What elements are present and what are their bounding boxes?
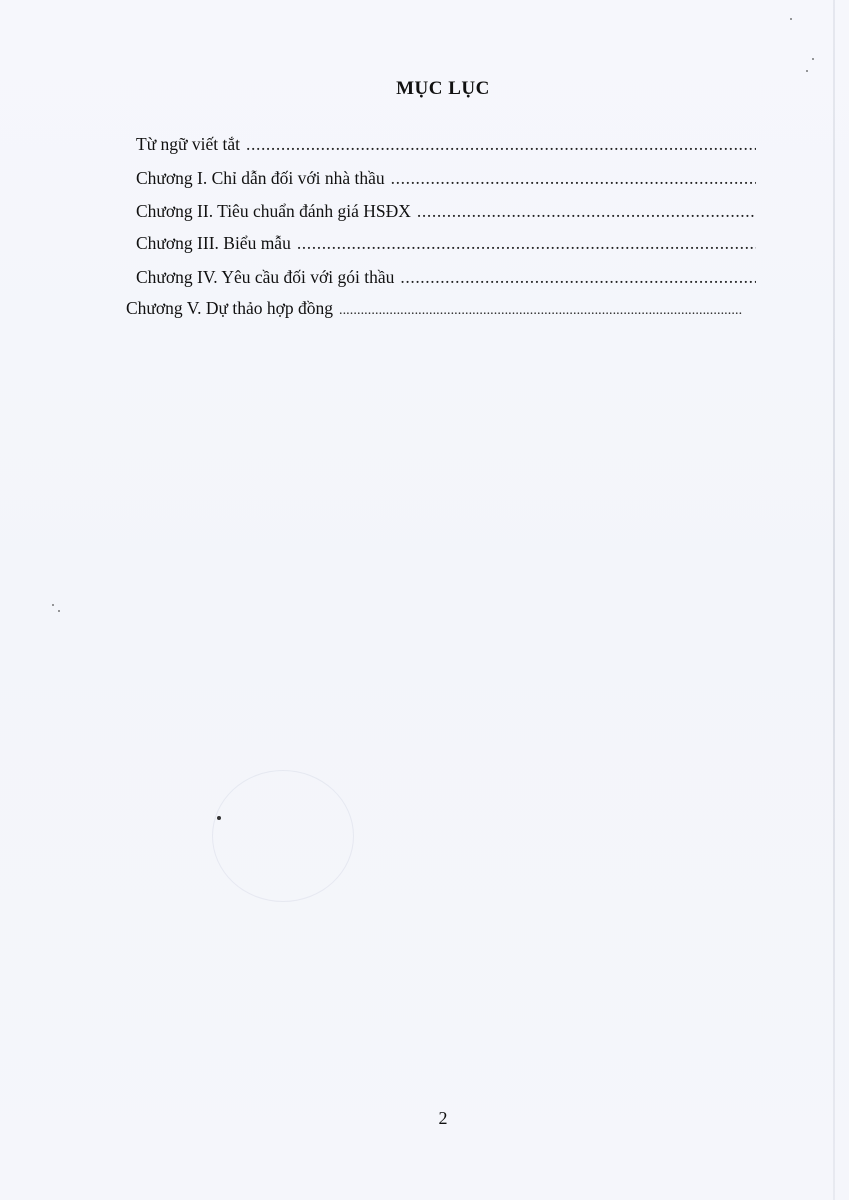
toc-dot-leader bbox=[297, 233, 756, 254]
toc-entry[interactable] bbox=[136, 168, 756, 192]
bleed-through-stamp bbox=[212, 770, 354, 902]
toc-entry[interactable] bbox=[136, 134, 756, 158]
toc-entry-label: Chương III. Biểu mẫu bbox=[136, 233, 291, 253]
scan-speck bbox=[52, 604, 54, 606]
toc-entry-label: Chương I. Chỉ dẫn đối với nhà thầu bbox=[136, 168, 385, 188]
toc-dot-leader bbox=[246, 134, 756, 155]
scan-speck bbox=[812, 58, 814, 60]
toc-dot-leader bbox=[391, 168, 756, 189]
toc-dot-leader bbox=[400, 267, 756, 288]
page-number: 2 bbox=[438, 1108, 448, 1128]
page-edge-shadow bbox=[833, 0, 835, 1200]
toc-dot-leader bbox=[339, 303, 742, 319]
toc-entry-label: Từ ngữ viết tắt bbox=[136, 134, 241, 154]
toc-entry[interactable] bbox=[136, 267, 756, 291]
toc-entry-label: Chương V. Dự thảo hợp đồng bbox=[126, 298, 333, 318]
page-title: MỤC LỤC bbox=[396, 78, 490, 99]
scan-speck bbox=[58, 610, 60, 612]
toc-dot-leader bbox=[417, 201, 756, 222]
toc-entry[interactable] bbox=[136, 233, 756, 257]
toc-entry[interactable] bbox=[126, 298, 742, 322]
scan-speck bbox=[790, 18, 792, 20]
toc-entry-label: Chương IV. Yêu cầu đối với gói thầu bbox=[136, 267, 395, 287]
scan-speck bbox=[806, 70, 808, 72]
scan-speck bbox=[217, 816, 221, 820]
toc-entry-label: Chương II. Tiêu chuẩn đánh giá HSĐX bbox=[136, 201, 411, 221]
toc-entry[interactable] bbox=[136, 201, 756, 225]
